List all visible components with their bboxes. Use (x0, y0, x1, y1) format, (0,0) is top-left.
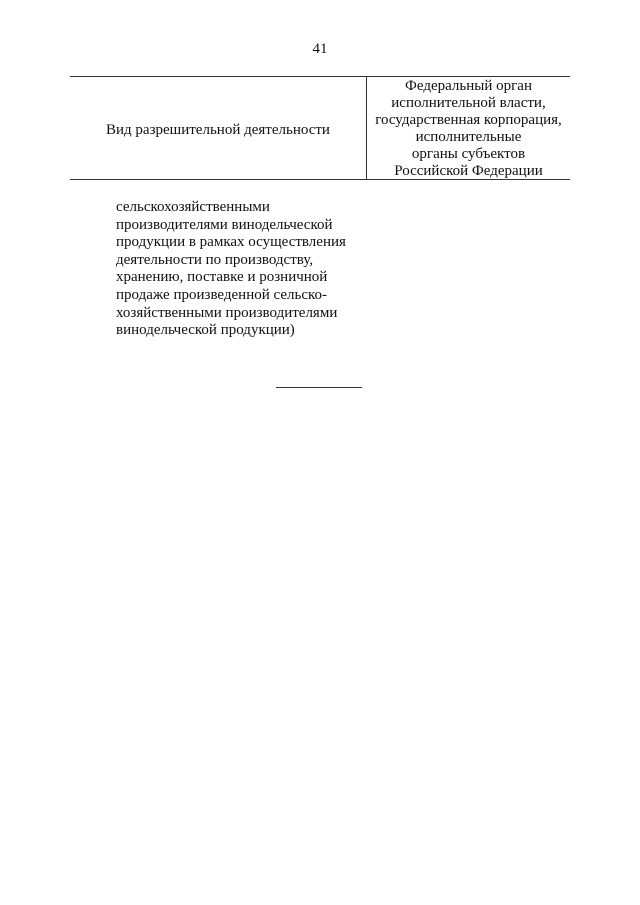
text-line: винодельческой продукции) (116, 322, 295, 339)
header-authority-line: органы субъектов (411, 146, 526, 162)
header-authority-line: исполнительной власти, (391, 95, 546, 111)
end-of-document-rule (276, 387, 362, 388)
header-permit-type: Вид разрешительной деятельности (106, 122, 330, 138)
header-authority (367, 77, 570, 180)
text-line: хранению, поставке и розничной (116, 269, 328, 286)
page-number: 41 (312, 41, 328, 57)
table-cell-permit-description (116, 199, 376, 340)
text-line: продаже произведенной сельско- (116, 286, 328, 303)
header-authority-line: исполнительные (415, 129, 522, 145)
header-authority-line: Российской Федерации (394, 163, 543, 179)
text-line: производителями винодельческой (116, 216, 333, 233)
text-line: хозяйственными производителями (116, 304, 338, 321)
text-line: сельскохозяйственными (116, 199, 270, 215)
text-line: продукции в рамках осуществления (116, 234, 346, 251)
table-header (70, 76, 570, 180)
text-line: деятельности по производству, (116, 251, 314, 268)
header-authority-line: Федеральный орган (405, 78, 532, 94)
header-authority-line: государственная корпорация, (375, 112, 562, 128)
